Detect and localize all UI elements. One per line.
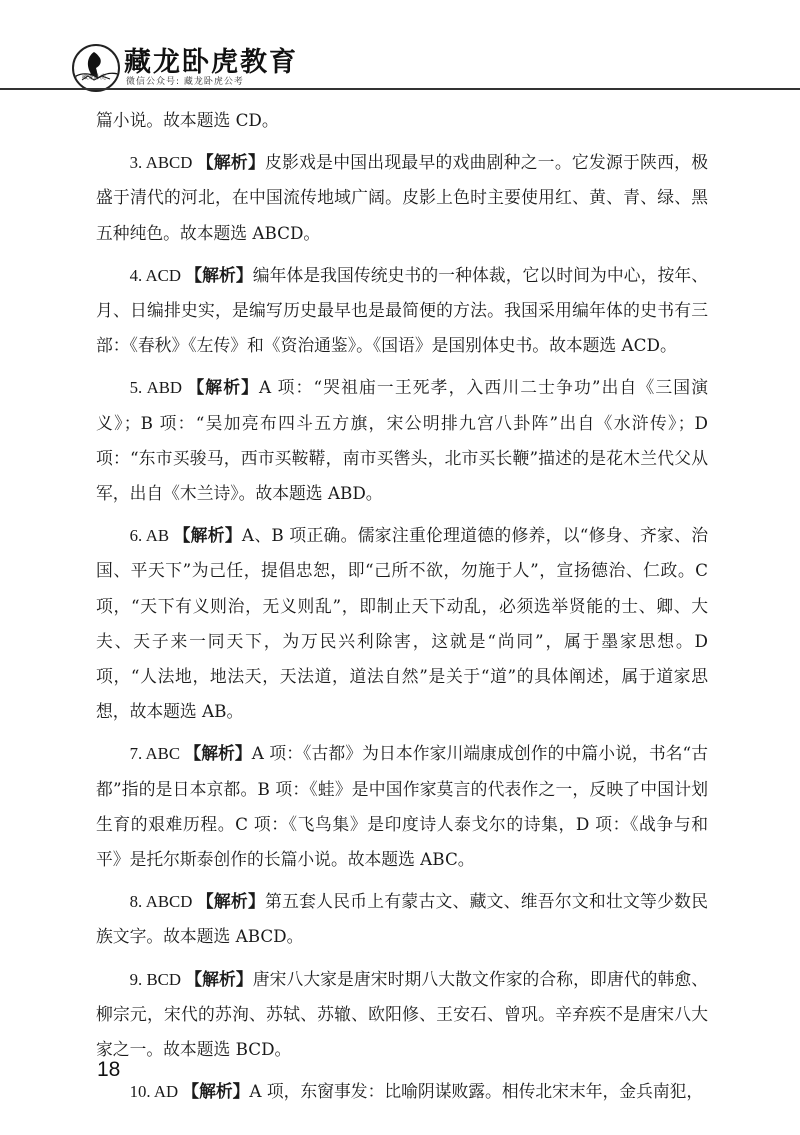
answer-item [96, 145, 708, 251]
answer-item [96, 518, 708, 729]
analysis-tag: 【解析】 [184, 743, 252, 764]
answer-item [96, 258, 708, 364]
answer-item [96, 370, 708, 511]
explanation-text: A、B 项正确。儒家注重伦理道德的修养，以“修身、齐家、治国、平天下”为己任，提倡忠恕，即“己所不欲，勿施于人”，宣扬德治、仁政。C 项，“天下有义则治，无义则乱”，即制止天下动乱，必须选举贤能的士、卿、大夫、天子来一同天下，为万民兴利除害，这就是“尚同”，属于墨家思想。D 项，“人法地，地法天，天法道，道法自然”是关于“道”的具体阐述，属于道家思想，故本题选 AB。 [96, 525, 708, 722]
analysis-tag: 【解析】 [185, 968, 253, 989]
explanation-text: 唐宋八大家是唐宋时期八大散文作家的合称，即唐代的韩愈、柳宗元，宋代的苏洵、苏轼、苏辙、欧阳修、王安石、曾巩。辛弃疾不是唐宋八大家之一。故本题选 BCD。 [96, 968, 708, 1060]
continued-paragraph [96, 103, 708, 138]
explanation-text: A 项，东窗事发：比喻阴谋败露。相传北宋末年，金兵南犯， [249, 1081, 704, 1102]
explanation-text: 第五套人民币上有蒙古文、藏文、维吾尔文和壮文等少数民族文字。故本题选 ABCD。 [96, 891, 708, 947]
answer-number: 5. ABD [129, 378, 188, 398]
answer-item [96, 736, 708, 877]
explanation-text: A 项：《古都》为日本作家川端康成创作的中篇小说，书名“古都”指的是日本京都。B 项：《蛙》是中国作家莫言的代表作之一，反映了中国计划生育的艰难历程。C 项：《飞鸟集》是印度诗人泰戈尔的诗集，D 项：《战争与和平》是托尔斯泰创作的长篇小说。故本题选 ABC。 [96, 743, 708, 870]
page-number: 18 [97, 1058, 121, 1081]
answer-number: 3. ABCD [129, 153, 197, 173]
explanation-text: 篇小说。故本题选 CD。 [96, 110, 279, 130]
explanation-text: 编年体是我国传统史书的一种体裁，它以时间为中心，按年、月、日编排史实，是编写历史最早也是最简便的方法。我国采用编年体的史书有三部：《春秋》《左传》和《资治通鉴》。《国语》是国别体史书。故本题选 ACD。 [96, 264, 708, 356]
analysis-tag: 【解析】 [196, 152, 266, 173]
answer-number: 10. AD [129, 1082, 183, 1102]
analysis-tag: 【解析】 [185, 264, 253, 285]
analysis-tag: 【解析】 [196, 891, 266, 912]
answer-item [96, 962, 708, 1068]
answer-number: 6. AB [129, 526, 174, 546]
analysis-tag: 【解析】 [173, 525, 242, 546]
answer-number: 9. BCD [129, 969, 186, 989]
brand-subtitle: 微信公众号: 藏龙卧虎公考 [126, 77, 244, 87]
brand-name: 藏龙卧虎教育 [124, 47, 298, 78]
answer-item [96, 884, 708, 954]
answer-number: 7. ABC [129, 744, 185, 764]
answer-number: 8. ABCD [129, 892, 197, 912]
answer-number: 4. ACD [129, 265, 186, 285]
analysis-tag: 【解析】 [187, 377, 260, 398]
answer-item [96, 1074, 708, 1109]
bird-icon [74, 46, 118, 90]
logo-caption: 藏龙卧虎 [82, 74, 107, 81]
answer-explanations [96, 103, 708, 1116]
page-header [0, 0, 800, 92]
explanation-text: A 项：“哭祖庙一王死孝，入西川二士争功”出自《三国演义》；B 项：“吴加亮布四斗五方旗，宋公明排九宫八卦阵”出自《水浒传》；D 项：“东市买骏马，西市买鞍鞯，南市买辔头，北市买长鞭”描述的是花木兰代父从军，出自《木兰诗》。故本题选 ABD。 [96, 377, 708, 504]
brand-logo [72, 44, 120, 92]
explanation-text: 皮影戏是中国出现最早的戏曲剧种之一。它发源于陕西，极盛于清代的河北，在中国流传地域广阔。皮影上色时主要使用红、黄、青、绿、黑五种纯色。故本题选 ABCD。 [96, 152, 708, 243]
header-divider [0, 88, 800, 90]
analysis-tag: 【解析】 [182, 1081, 250, 1102]
